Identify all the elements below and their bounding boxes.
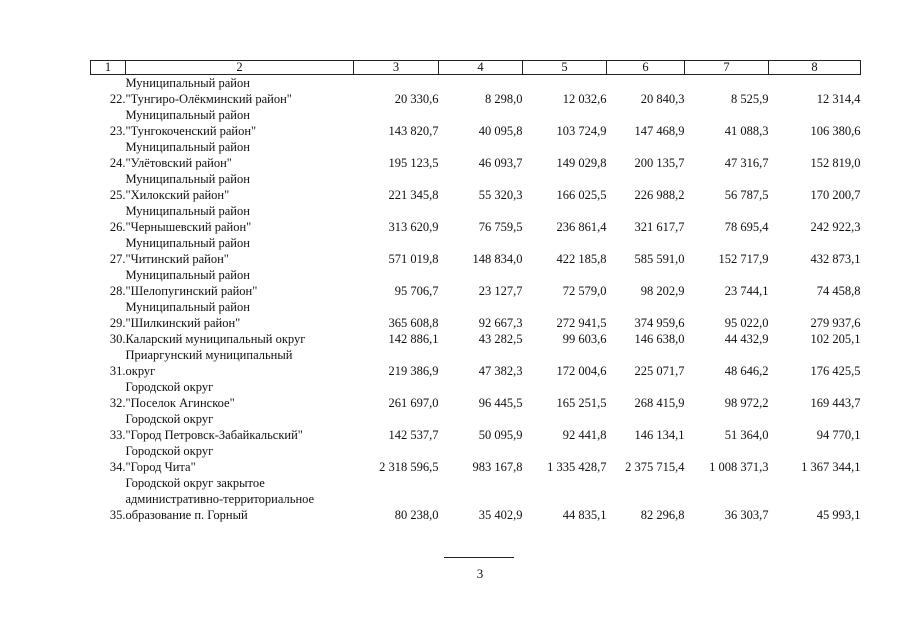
- value-cell: 92 667,3: [478, 316, 523, 330]
- row-number: 23.: [109, 124, 126, 138]
- value-cell: 1 008 371,3: [709, 460, 769, 474]
- table-row: [91, 411, 861, 443]
- table-row: [91, 443, 861, 475]
- row-number: 25.: [109, 188, 126, 202]
- value-cell: 176 425,5: [810, 364, 861, 378]
- value-cell: 76 759,5: [478, 220, 523, 234]
- column-header: 8: [769, 61, 861, 75]
- municipality-name: [126, 139, 354, 171]
- value-cell: 98 202,9: [640, 284, 685, 298]
- value-cell: 94 770,1: [816, 428, 861, 442]
- value-cell: 36 303,7: [724, 508, 769, 522]
- value-cell: 226 988,2: [634, 188, 685, 202]
- municipality-name-line: Муниципальный район: [125, 204, 250, 218]
- row-number: 26.: [109, 220, 126, 234]
- municipality-name: [126, 299, 354, 331]
- value-cell: 95 022,0: [724, 316, 769, 330]
- value-cell: 44 835,1: [562, 508, 607, 522]
- value-cell: 78 695,4: [724, 220, 769, 234]
- value-cell: 422 185,8: [556, 252, 607, 266]
- value-cell: 23 127,7: [478, 284, 523, 298]
- value-cell: 365 608,8: [388, 316, 439, 330]
- table-row: [91, 107, 861, 139]
- column-header: 6: [607, 61, 685, 75]
- row-number: 22.: [109, 92, 126, 106]
- table-row: [91, 267, 861, 299]
- row-number: 35.: [109, 508, 126, 522]
- value-cell: 170 200,7: [810, 188, 861, 202]
- row-number: 29.: [109, 316, 126, 330]
- value-cell: 200 135,7: [634, 156, 685, 170]
- municipality-name: [126, 379, 354, 411]
- municipality-name: [126, 411, 354, 443]
- municipality-name-line: Городской округ: [125, 444, 214, 458]
- value-cell: 56 787,5: [724, 188, 769, 202]
- municipality-name-line: Муниципальный район: [125, 172, 250, 186]
- value-cell: 92 441,8: [562, 428, 607, 442]
- value-cell: 147 468,9: [634, 124, 685, 138]
- value-cell: 165 251,5: [556, 396, 607, 410]
- value-cell: 8 525,9: [731, 92, 769, 106]
- value-cell: 152 819,0: [810, 156, 861, 170]
- value-cell: 43 282,5: [478, 332, 523, 346]
- municipality-name: [126, 235, 354, 267]
- value-cell: 172 004,6: [556, 364, 607, 378]
- municipality-name: [126, 331, 354, 347]
- table-row: [91, 203, 861, 235]
- municipality-name: [126, 443, 354, 475]
- value-cell: 143 820,7: [388, 124, 439, 138]
- row-number: 30.: [109, 332, 126, 346]
- municipality-name: [126, 203, 354, 235]
- value-cell: 35 402,9: [478, 508, 523, 522]
- municipality-name-line: Муниципальный район: [125, 76, 250, 90]
- value-cell: 12 314,4: [816, 92, 861, 106]
- row-number: 24.: [109, 156, 126, 170]
- municipality-name-line: "Шилкинский район": [125, 316, 241, 330]
- value-cell: 149 029,8: [556, 156, 607, 170]
- footer-divider: [444, 557, 514, 558]
- header-row: [91, 61, 861, 75]
- value-cell: 313 620,9: [388, 220, 439, 234]
- value-cell: 80 238,0: [394, 508, 439, 522]
- value-cell: 146 638,0: [634, 332, 685, 346]
- value-cell: 82 296,8: [640, 508, 685, 522]
- row-number: 33.: [109, 428, 126, 442]
- municipality-name-line: Городской округ: [125, 380, 214, 394]
- value-cell: 142 886,1: [388, 332, 439, 346]
- municipality-name: [126, 347, 354, 379]
- value-cell: 47 316,7: [724, 156, 769, 170]
- value-cell: 169 443,7: [810, 396, 861, 410]
- value-cell: 432 873,1: [810, 252, 861, 266]
- value-cell: 585 591,0: [634, 252, 685, 266]
- value-cell: 103 724,9: [556, 124, 607, 138]
- row-number: 34.: [109, 460, 126, 474]
- value-cell: 261 697,0: [388, 396, 439, 410]
- value-cell: 20 330,6: [394, 92, 439, 106]
- value-cell: 45 993,1: [816, 508, 861, 522]
- municipality-name-line: округ: [125, 364, 156, 378]
- value-cell: 51 364,0: [724, 428, 769, 442]
- municipality-name-line: Муниципальный район: [125, 108, 250, 122]
- value-cell: 48 646,2: [724, 364, 769, 378]
- municipality-name-line: образование п. Горный: [125, 508, 248, 522]
- table-row: [91, 75, 861, 108]
- value-cell: 268 415,9: [634, 396, 685, 410]
- municipality-name-line: Муниципальный район: [125, 236, 250, 250]
- municipality-name-line: Городской округ закрытое: [125, 476, 265, 490]
- row-number: 28.: [109, 284, 126, 298]
- municipality-name-line: "Чернышевский район": [125, 220, 252, 234]
- value-cell: 40 095,8: [478, 124, 523, 138]
- value-cell: 41 088,3: [724, 124, 769, 138]
- value-cell: 55 320,3: [478, 188, 523, 202]
- value-cell: 221 345,8: [388, 188, 439, 202]
- value-cell: 571 019,8: [388, 252, 439, 266]
- municipality-name: [126, 171, 354, 203]
- municipality-name: [126, 475, 354, 523]
- value-cell: 272 941,5: [556, 316, 607, 330]
- value-cell: 152 717,9: [718, 252, 769, 266]
- value-cell: 102 205,1: [810, 332, 861, 346]
- value-cell: 2 318 596,5: [379, 460, 439, 474]
- column-header: 1: [91, 61, 126, 75]
- municipality-name-line: административно-территориальное: [125, 492, 315, 506]
- row-number: 27.: [109, 252, 126, 266]
- column-header: 3: [354, 61, 439, 75]
- municipality-name-line: "Шелопугинский район": [125, 284, 258, 298]
- municipality-name: [126, 107, 354, 139]
- value-cell: 279 937,6: [810, 316, 861, 330]
- value-cell: 20 840,3: [640, 92, 685, 106]
- municipality-name-line: "Хилокский район": [125, 188, 230, 202]
- table-row: [91, 331, 861, 347]
- value-cell: 50 095,9: [478, 428, 523, 442]
- table-row: [91, 475, 861, 523]
- value-cell: 236 861,4: [556, 220, 607, 234]
- value-cell: 219 386,9: [388, 364, 439, 378]
- value-cell: 8 298,0: [485, 92, 523, 106]
- value-cell: 1 367 344,1: [801, 460, 861, 474]
- value-cell: 983 167,8: [472, 460, 523, 474]
- value-cell: 96 445,5: [478, 396, 523, 410]
- value-cell: 106 380,6: [810, 124, 861, 138]
- municipality-name-line: Муниципальный район: [125, 300, 250, 314]
- column-header: 4: [439, 61, 523, 75]
- value-cell: 95 706,7: [394, 284, 439, 298]
- table-row: [91, 235, 861, 267]
- municipality-name-line: "Тунгиро-Олёкминский район": [125, 92, 292, 106]
- municipality-name-line: "Город Чита": [125, 460, 196, 474]
- value-cell: 46 093,7: [478, 156, 523, 170]
- value-cell: 142 537,7: [388, 428, 439, 442]
- municipality-name-line: Каларский муниципальный округ: [125, 332, 306, 346]
- column-header: 2: [126, 61, 354, 75]
- value-cell: 321 617,7: [634, 220, 685, 234]
- table-row: [91, 299, 861, 331]
- municipality-name-line: Приаргунский муниципальный: [125, 348, 293, 362]
- column-header: 5: [523, 61, 607, 75]
- value-cell: 99 603,6: [562, 332, 607, 346]
- value-cell: 44 432,9: [724, 332, 769, 346]
- value-cell: 72 579,0: [562, 284, 607, 298]
- municipality-name-line: Городской округ: [125, 412, 214, 426]
- table-row: [91, 379, 861, 411]
- table-row: [91, 171, 861, 203]
- column-header: 7: [685, 61, 769, 75]
- value-cell: 47 382,3: [478, 364, 523, 378]
- municipality-name-line: "Улётовский район": [125, 156, 232, 170]
- table-row: [91, 139, 861, 171]
- value-cell: 146 134,1: [634, 428, 685, 442]
- row-number: 32.: [109, 396, 126, 410]
- value-cell: 23 744,1: [724, 284, 769, 298]
- value-cell: 1 335 428,7: [547, 460, 607, 474]
- budget-table: [90, 60, 861, 523]
- value-cell: 225 071,7: [634, 364, 685, 378]
- value-cell: 195 123,5: [388, 156, 439, 170]
- municipality-name-line: "Читинский район": [125, 252, 229, 266]
- municipality-name: [126, 75, 354, 108]
- municipality-name: [126, 267, 354, 299]
- municipality-name-line: "Поселок Агинское": [125, 396, 235, 410]
- table-row: [91, 347, 861, 379]
- value-cell: 242 922,3: [810, 220, 861, 234]
- value-cell: 98 972,2: [724, 396, 769, 410]
- page-number: 3: [476, 566, 484, 581]
- municipality-name-line: Муниципальный район: [125, 268, 250, 282]
- value-cell: 2 375 715,4: [625, 460, 685, 474]
- municipality-name-line: "Город Петровск-Забайкальский": [125, 428, 303, 442]
- value-cell: 148 834,0: [472, 252, 523, 266]
- table-body: [91, 75, 861, 524]
- municipality-name-line: Муниципальный район: [125, 140, 250, 154]
- value-cell: 166 025,5: [556, 188, 607, 202]
- value-cell: 374 959,6: [634, 316, 685, 330]
- value-cell: 74 458,8: [816, 284, 861, 298]
- row-number: 31.: [109, 364, 126, 378]
- value-cell: 12 032,6: [562, 92, 607, 106]
- municipality-name-line: "Тунгокоченский район": [125, 124, 257, 138]
